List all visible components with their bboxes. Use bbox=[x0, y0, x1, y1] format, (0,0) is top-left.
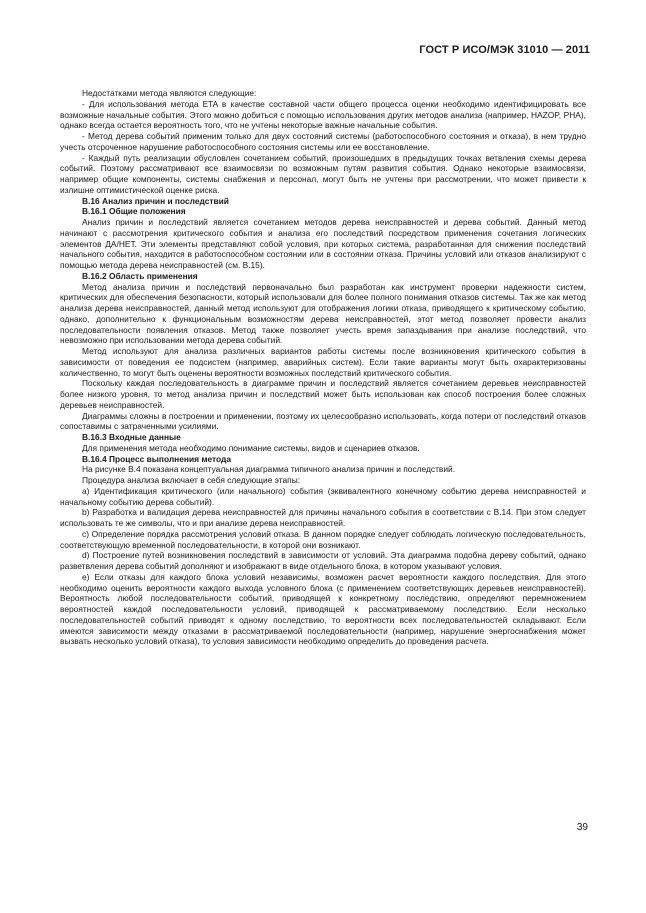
document-body bbox=[60, 88, 586, 647]
paragraph: На рисунке В.4 показана концептуальная диаграмма типичного анализа причин и последствий. bbox=[82, 464, 456, 475]
paragraph: Метод анализа причин и последствий первоначально был разработан как инструмент проверки надежности систем, критических для обеспечения безопасности, который использовали для более полного понимания отказов системы. Так же как метод анализа дерева неисправностей, данный метод используют для отображения логики отказа, приводящего к критическому событию, однако, дополнительно к функциональным возможностям дерева неисправностей, этот метод позволяет провести анализ последовательности появления отказов. Метод также позволяет учесть время запаздывания при анализе последствий, что невозможно при использовании метода дерева событий. bbox=[60, 281, 586, 346]
paragraph: - Метод дерева событий применим только для двух состояний системы (работоспособного состояния и отказа), в нем трудно учесть отсроченное нарушение работоспособного состояния системы или ее восстановление. bbox=[60, 131, 586, 152]
section-heading: В.16.2 Область применения bbox=[82, 270, 198, 281]
paragraph: Диаграммы сложны в построении и применении, поэтому их целесообразно использовать, когда потери от последствий отказов сопоставимы с затраченными усилиями. bbox=[60, 410, 586, 432]
paragraph: Метод используют для анализа различных вариантов работы системы после возникновения критического события в зависимости от поведения ее подсистем (например, аварийных систем). Если такие варианты могут быть охарактеризованы количественно, то могут быть оценены вероятности возможных последствий критического события. bbox=[60, 346, 586, 378]
paragraph: c) Определение порядка рассмотрения условий отказа. В данном порядке следует соблюдать логическую последовательность, соответствующую временной последовательности, в которой они возникают. bbox=[60, 528, 586, 550]
paragraph: Для применения метода необходимо понимание системы, видов и сценариев отказов. bbox=[82, 442, 420, 453]
paragraph: - Для использования метода ETA в качестве составной части общего процесса оценки необходимо идентифицировать все возможные начальные события. Этого можно добиться с помощью использования других методов анализа (например, HAZOP, PHA), однако всегда остается вероятность того, что не учтены некоторые важные начальные события. bbox=[60, 98, 586, 131]
section-heading: В.16.1 Общие положения bbox=[82, 206, 186, 217]
section-heading: В.16 Анализ причин и последствий bbox=[82, 195, 229, 206]
standard-header: ГОСТ Р ИСО/МЭК 31010 — 2011 bbox=[419, 44, 590, 56]
paragraph: e) Если отказы для каждого блока условий независимы, возможен расчет вероятности каждого последствия. Для этого необходимо оценить вероятности каждого выхода условного блока (с применением соответствующих деревьев неисправностей). Вероятность любой последовательности событий, приводящей к конкретному последствию, определяют перемножением вероятностей каждой последовательности условий, приводящей к рассматриваемому последствию. Если несколько последовательностей событий приводят к одному последствию, то вероятности всех последовательностей складывают. Если имеются зависимости между отказами в рассматриваемой последовательности (например, нарушение энергоснабжения может вызвать несколько условий отказа), то условия зависимости необходимо определить до проведения расчета. bbox=[60, 571, 586, 647]
section-heading: В.16.3 Входные данные bbox=[82, 432, 181, 442]
paragraph: Процедура анализа включает в себя следующие этапы: bbox=[82, 475, 301, 485]
section-heading: В.16.4 Процесс выполнения метода bbox=[82, 453, 232, 464]
paragraph: Недостатками метода являются следующие: bbox=[82, 88, 257, 98]
paragraph: - Каждый путь реализации обусловлен сочетанием событий, произошедших в предыдущих точках ветвления схемы дерева событий. Поэтому рассматривают все взаимосвязи по возможным путям развития события. Однако некоторые взаимосвязи, например общие компоненты, системы снабжения и персонал, могут быть не учтены при рассмотрении, что может привести к излишне оптимистической оценке риска. bbox=[60, 152, 586, 195]
page-number: 39 bbox=[576, 822, 588, 833]
paragraph: Анализ причин и последствий является сочетанием методов дерева неисправностей и дерева событий. Данный метод начинают с рассмотрения критического события и анализа его последствий посредством применения сочетания логических элементов ДА/НЕТ. Эти элементы представляют собой условия, при которых система, разработанная для снижения последствий начального события, находится в работоспособном состоянии или в состоянии отказа. Причины условий или отказов анализируют с помощью метода дерева неисправностей (см. В.15). bbox=[60, 217, 586, 270]
paragraph: d) Построение путей возникновения последствий в зависимости от условий. Эта диаграмма подобна дереву событий, однако разветвления дерева событий дополняют и изображают в виде отдельного блока, в котором указывают условия. bbox=[60, 550, 586, 571]
paragraph: a) Идентификация критического (или начального) события (эквивалентного конечному событию дерева неисправностей и начальному событию дерева событий). bbox=[60, 485, 586, 507]
paragraph: b) Разработка и валидация дерева неисправностей для причины начального события в соответствии с В.14. При этом следует использовать те же символы, что и при анализе дерева неисправностей. bbox=[60, 507, 586, 528]
paragraph: Поскольку каждая последовательность в диаграмме причин и последствий является сочетанием деревьев неисправностей более низкого уровня, то метод анализа причин и последствий может быть использован как способ построения более сложных деревьев неисправностей. bbox=[60, 378, 586, 410]
